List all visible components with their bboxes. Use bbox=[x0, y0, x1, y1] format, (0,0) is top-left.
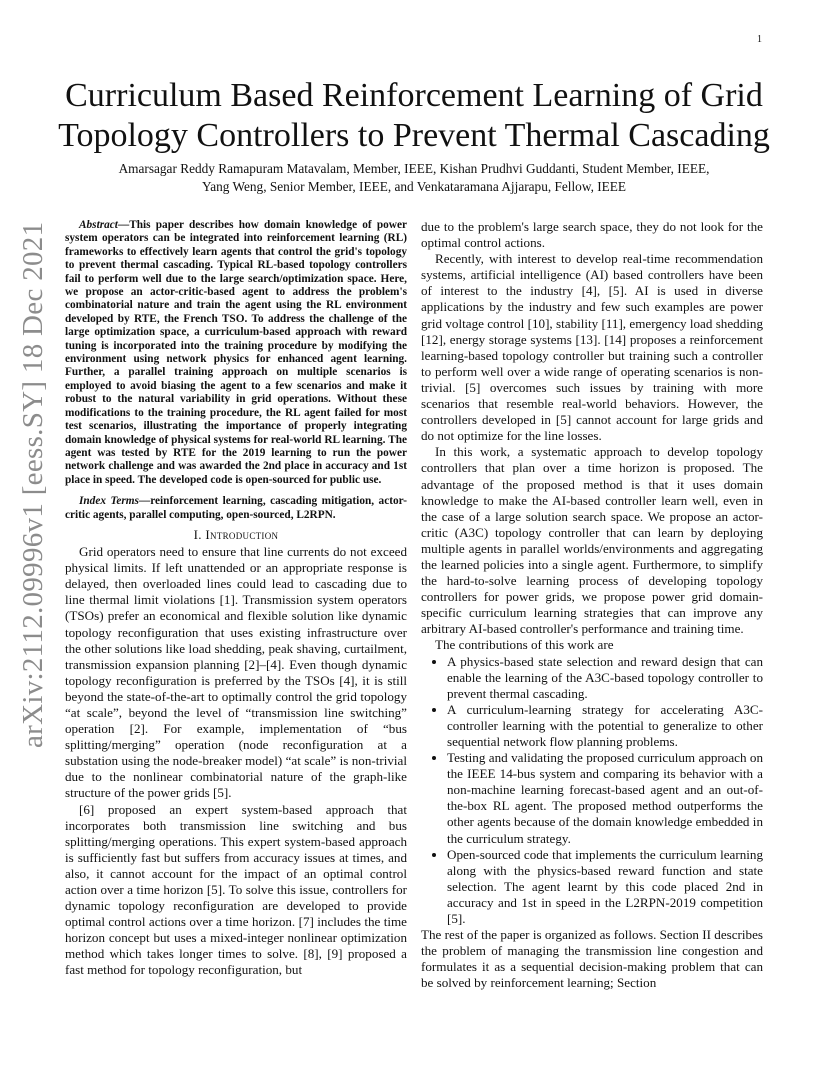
body-paragraph: In this work, a systematic approach to develop topology controllers that plan over a time horizon is proposed. The advantage of the proposed method is that it uses domain knowledge to make the AI-based controller learn well, even in the case of a large solution search space. We propose an actor-critic (A3C) topology controller that can learn by deploying multiple agents in parallel worlds/environments and aggregating the learned policies into a single agent. Furthermore, to simplify the hard-to-solve learning process of developing topology controllers for power grids, we propose power grid domain-specific curriculum learning strategies that can improve any arbitrary AI-based controller's performance and training time. bbox=[421, 444, 763, 637]
contributions-list bbox=[421, 654, 763, 928]
contributions-intro: The contributions of this work are bbox=[435, 637, 614, 653]
index-terms-text: —reinforcement learning, cascading mitigation, actor-critic agents, parallel computing, open-sourced, L2RPN. bbox=[65, 495, 407, 521]
body-paragraph: The rest of the paper is organized as follows. Section II describes the problem of managing the transmission line congestion and formulates it as a sequential decision-making problem that can be solved by reinforcement learning; Section bbox=[421, 927, 763, 991]
list-item: • A physics-based state selection and reward design that can enable the learning of the A3C-based topology controller to prevent thermal cascading. bbox=[447, 654, 763, 702]
index-terms-label: Index Terms bbox=[79, 495, 139, 508]
authors-line-2: Yang Weng, Senior Member, IEEE, and Venkataramana Ajjarapu, Fellow, IEEE bbox=[201, 179, 627, 194]
body-paragraph: Recently, with interest to develop real-time recommendation systems, artificial intelligence (AI) based controllers have been of interest to the industry [4], [5]. AI is used in diverse applications by the industry and few such examples are power grid voltage control [10], stability [11], emergency load shedding [12], energy storage systems [13]. [14] proposes a reinforcement learning-based topology controller but training such a controller to perform well over a wide range of operating scenarios is non-trivial. [5] overcomes such issues by training with more scenarios that resemble real-world behaviors. However, the controllers developed in [5] cannot account for large grids and do not optimize for the line losses. bbox=[421, 251, 763, 444]
paper-title: Curriculum Based Reinforcement Learning of Grid Topology Controllers to Prevent Thermal Cascading bbox=[58, 77, 770, 154]
left-column bbox=[65, 219, 407, 979]
abstract-text: —This paper describes how domain knowledge of power system operators can be integrated into reinforcement learning (RL) frameworks to effectively learn agents that control the grid's topology to prevent thermal cascading. Typical RL-based topology controllers fail to perform well due to the large search/optimization space. Here, we propose an actor-critic-based agent to address the problem's combinatorial nature and train the agent using the RL environment developed by RTE, the French TSO. To address the challenge of the large optimization space, a curriculum-based approach with reward tuning is incorporated into the training procedure by modifying the environment using network physics for enhanced agent learning. Further, a parallel training approach on multiple scenarios is employed to avoid biasing the agent to a few scenarios and make it robust to the natural variability in grid operations. Without these modifications to the training procedure, the RL agent failed for most test scenarios, illustrating the importance of properly integrating domain knowledge of physical systems for real-world RL learning. The agent was tested by RTE for the 2019 learning to run the power network challenge and was awarded the 2nd place in accuracy and 1st place in speed. The developed code is open-sourced for public use. bbox=[65, 219, 407, 486]
abstract-label: Abstract bbox=[79, 219, 118, 231]
page-number: 1 bbox=[757, 34, 762, 45]
body-paragraph: due to the problem's large search space, they do not look for the optimal control actions. bbox=[421, 219, 763, 251]
index-terms bbox=[65, 495, 407, 522]
author-list bbox=[40, 160, 788, 196]
intro-paragraph: [6] proposed an expert system-based approach that incorporates both transmission line switching and bus splitting/merging operations. This expert system-based approach is sufficiently fast but suffers from accuracy issues at times, and also, it cannot account for the impact of an optimal control action over a time horizon [5]. To solve this issue, controllers for dynamic topology reconfiguration are developed to provide optimal control actions over a time horizon. [7] includes the time horizon concept but uses a mixed-integer nonlinear optimization method which takes longer times to solve. [8], [9] proposed a fast method for topology reconfiguration, but bbox=[65, 801, 407, 978]
list-item: • Open-sourced code that implements the curriculum learning along with the physics-based reward function and state selection. The agent learnt by this code placed 2nd in accuracy and 1st in speed in the L2RPN-2019 competition [5]. bbox=[447, 847, 763, 927]
authors-line-1: Amarsagar Reddy Ramapuram Matavalam, Member, IEEE, Kishan Prudhvi Guddanti, Student Member, IEEE, bbox=[118, 161, 710, 176]
list-item: • Testing and validating the proposed curriculum approach on the IEEE 14-bus system and comparing its behavior with a non-machine learning forecast-based agent and an out-of-the-box RL agent. The proposed method outperforms the other agents because of the domain knowledge embedded in the curriculum strategy. bbox=[447, 750, 763, 847]
section-heading: I. Introduction bbox=[193, 526, 279, 542]
arxiv-stamp: arXiv:2112.09996v1 [eess.SY] 18 Dec 2021 bbox=[17, 221, 49, 748]
intro-paragraph: Grid operators need to ensure that line currents do not exceed physical limits. If left unattended or an appropriate response is delayed, then overloaded lines could lead to cascading due to line thermal limit violations [1]. Transmission system operators (TSOs) prefer an economical and flexible solution like dynamic topology reconfiguration that uses existing infrastructure over the other solutions like load shedding, peak shaving, curtailment, transmission expansion planning [2]–[4]. Even though dynamic topology reconfiguration is preferred by the TSOs [4], it is still beyond the state-of-the-art to optimally control the grid topology “at scale”, beyond the level of “transmission line switching” operation [2]. For example, implementation of “bus splitting/merging” operation (node reconfiguration at a substation using the node-breaker model) “at scale” is non-trivial due to the nonlinear combinatorial nature of the graph-like structure of the power grids [5]. bbox=[65, 544, 407, 801]
right-column bbox=[421, 219, 763, 992]
list-item: • A curriculum-learning strategy for accelerating A3C-controller learning with the potential to generalize to other sequential network flow planning problems. bbox=[447, 702, 763, 750]
abstract bbox=[65, 219, 407, 487]
